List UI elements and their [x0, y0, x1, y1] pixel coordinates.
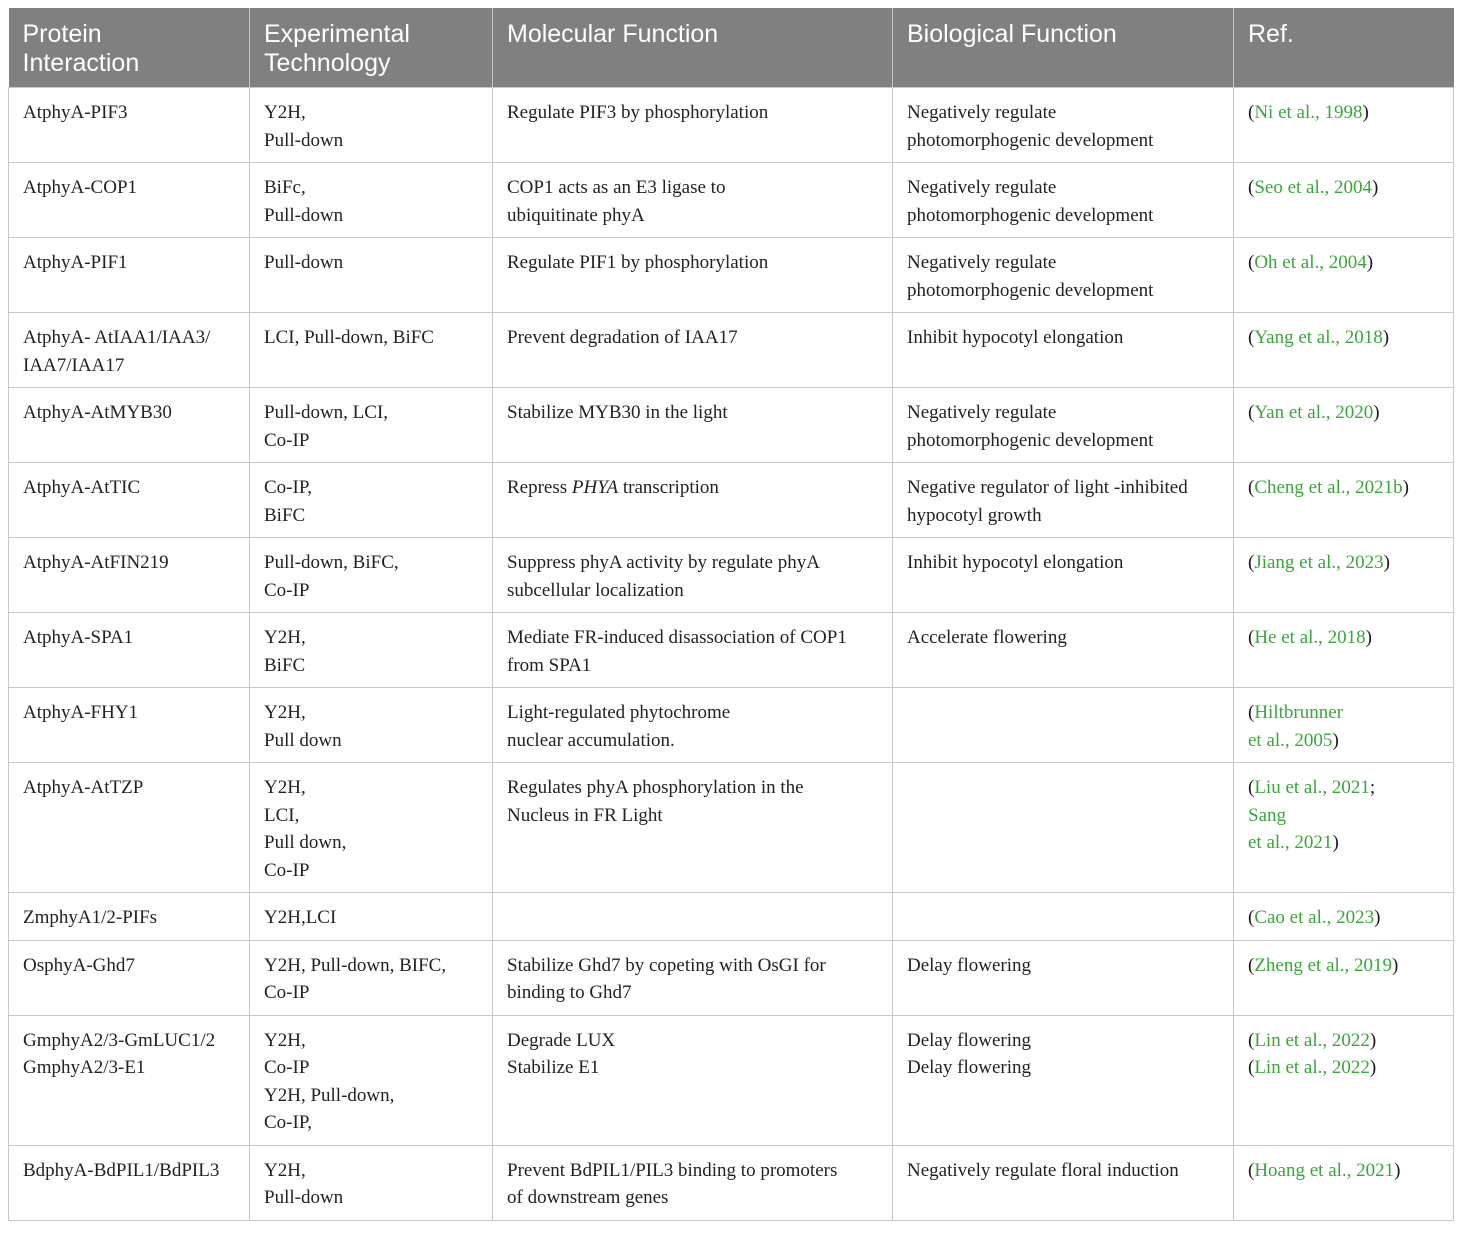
biological-line: photomorphogenic development: [907, 279, 1154, 301]
ref-line: [1248, 474, 1439, 502]
header-line: Technology: [264, 49, 391, 77]
table-row: [9, 1145, 1454, 1220]
ref-punct: (: [1248, 402, 1255, 423]
molecular-line: Suppress phyA activity by regulate phyA: [507, 552, 820, 573]
cell-protein-interaction: [9, 1015, 250, 1145]
cell-ref: [1234, 688, 1454, 763]
header-line: Biological Function: [907, 20, 1117, 48]
ref-punct: (: [1248, 102, 1255, 123]
cell-experimental-technology: [250, 163, 493, 238]
molecular-line: nuclear accumulation.: [507, 729, 675, 751]
header-ref: [1234, 8, 1454, 88]
ref-link[interactable]: Jiang et al., 2023: [1254, 552, 1384, 573]
technology-line: Y2H,: [264, 102, 306, 123]
technology-line: Co-IP: [264, 1057, 310, 1078]
cell-experimental-technology: [250, 613, 493, 688]
technology-line: LCI, Pull-down, BiFC: [264, 327, 434, 348]
cell-ref: [1234, 463, 1454, 538]
ref-punct: ): [1332, 729, 1339, 751]
table-row: [9, 940, 1454, 1015]
molecular-line: from SPA1: [507, 654, 592, 676]
ref-link[interactable]: Lin et al., 2022: [1254, 1029, 1370, 1051]
ref-punct: (: [1248, 777, 1255, 798]
molecular-line: Regulate PIF3 by phosphorylation: [507, 102, 769, 123]
interaction-line: AtphyA-SPA1: [23, 627, 134, 648]
ref-punct: ): [1382, 327, 1390, 348]
cell-experimental-technology: [250, 1145, 493, 1220]
ref-punct: (: [1248, 627, 1255, 648]
biological-line: Inhibit hypocotyl elongation: [907, 552, 1124, 573]
molecular-line: binding to Ghd7: [507, 982, 632, 1003]
technology-line: Co-IP: [264, 429, 310, 451]
ref-punct: ): [1369, 1029, 1377, 1051]
ref-line: [1248, 699, 1439, 727]
cell-ref: [1234, 763, 1454, 893]
cell-protein-interaction: [9, 688, 250, 763]
ref-punct: ): [1402, 477, 1409, 498]
ref-line: [1248, 952, 1439, 980]
molecular-text: Repress: [507, 477, 572, 498]
ref-line: [1248, 802, 1439, 830]
cell-biological-function: [893, 313, 1234, 388]
cell-biological-function: [893, 1145, 1234, 1220]
ref-punct: ): [1369, 1057, 1377, 1078]
cell-molecular-function: [493, 463, 893, 538]
cell-protein-interaction: [9, 538, 250, 613]
ref-punct: (: [1248, 327, 1255, 348]
technology-line: Co-IP: [264, 859, 310, 881]
cell-molecular-function: [493, 1145, 893, 1220]
table-row: [9, 538, 1454, 613]
ref-link[interactable]: He et al., 2018: [1254, 627, 1366, 648]
molecular-line: subcellular localization: [507, 579, 684, 601]
molecular-line: of downstream genes: [507, 1187, 669, 1208]
cell-experimental-technology: [250, 763, 493, 893]
cell-molecular-function: [493, 613, 893, 688]
interaction-line: AtphyA-AtTZP: [23, 777, 144, 798]
biological-line: Accelerate flowering: [907, 627, 1067, 648]
technology-line: BiFc,: [264, 177, 306, 198]
table-container: [8, 8, 1453, 1221]
ref-punct: ;: [1369, 777, 1376, 798]
ref-punct: ): [1365, 627, 1372, 648]
biological-line: photomorphogenic development: [907, 129, 1154, 151]
technology-line: Pull-down: [264, 129, 344, 151]
technology-line: Y2H, Pull-down,: [264, 1084, 395, 1106]
cell-protein-interaction: [9, 388, 250, 463]
ref-punct: (: [1248, 177, 1255, 198]
ref-punct: (: [1248, 252, 1255, 273]
cell-biological-function: [893, 1015, 1234, 1145]
cell-molecular-function: [493, 388, 893, 463]
header-molecular-function: [493, 8, 893, 88]
molecular-line: Light-regulated phytochrome: [507, 702, 731, 723]
cell-ref: [1234, 238, 1454, 313]
molecular-line: COP1 acts as an E3 ligase to: [507, 177, 726, 198]
technology-line: Y2H,LCI: [264, 907, 337, 928]
interaction-line: IAA7/IAA17: [23, 354, 125, 376]
biological-line: photomorphogenic development: [907, 429, 1154, 451]
biological-line: Delay flowering: [907, 954, 1031, 976]
biological-line: hypocotyl growth: [907, 504, 1042, 526]
interaction-line: GmphyA2/3-E1: [23, 1057, 146, 1078]
interaction-line: AtphyA-AtFIN219: [23, 552, 169, 573]
cell-ref: [1234, 1015, 1454, 1145]
ref-line: [1248, 829, 1439, 857]
cell-protein-interaction: [9, 940, 250, 1015]
header-row: [9, 8, 1454, 88]
cell-molecular-function: [493, 88, 893, 163]
table-body: [9, 88, 1454, 1221]
cell-biological-function: [893, 763, 1234, 893]
ref-link[interactable]: Hoang et al., 2021: [1254, 1159, 1395, 1181]
molecular-line: Prevent degradation of IAA17: [507, 327, 738, 348]
molecular-line: Nucleus in FR Light: [507, 804, 663, 826]
header-line: Interaction: [22, 49, 140, 77]
cell-ref: [1234, 613, 1454, 688]
interaction-line: AtphyA-AtTIC: [23, 477, 141, 498]
biological-line: Delay flowering: [907, 1029, 1031, 1051]
biological-line: Negatively regulate: [907, 102, 1057, 123]
ref-line: [1248, 399, 1439, 427]
header-line: Experimental: [264, 20, 410, 48]
cell-ref: [1234, 163, 1454, 238]
technology-line: LCI,: [264, 804, 300, 826]
header-biological-function: [893, 8, 1234, 88]
ref-punct: (: [1248, 552, 1255, 573]
protein-interaction-table: [8, 8, 1454, 1221]
ref-link[interactable]: et al., 2021: [1248, 832, 1333, 853]
molecular-line: Stabilize MYB30 in the light: [507, 402, 728, 423]
technology-line: Pull-down: [264, 1187, 344, 1208]
interaction-line: AtphyA-AtMYB30: [23, 402, 172, 423]
ref-line: [1248, 324, 1439, 352]
biological-line: Negatively regulate: [907, 402, 1057, 423]
biological-line: Negative regulator of light -inhibited: [907, 477, 1188, 498]
cell-biological-function: [893, 940, 1234, 1015]
cell-ref: [1234, 388, 1454, 463]
ref-link[interactable]: Ni et al., 1998: [1254, 102, 1363, 123]
technology-line: Y2H,: [264, 1029, 306, 1051]
ref-line: [1248, 904, 1439, 932]
cell-biological-function: [893, 163, 1234, 238]
cell-protein-interaction: [9, 88, 250, 163]
technology-line: Pull-down: [264, 252, 344, 273]
ref-punct: (: [1248, 1029, 1255, 1051]
technology-line: Y2H, Pull-down, BIFC,: [264, 954, 447, 976]
cell-molecular-function: [493, 313, 893, 388]
technology-line: Pull-down: [264, 204, 344, 226]
cell-biological-function: [893, 893, 1234, 941]
ref-punct: ): [1372, 177, 1379, 198]
ref-punct: (: [1248, 954, 1255, 976]
ref-line: [1248, 1027, 1439, 1055]
ref-punct: ): [1373, 402, 1380, 423]
cell-experimental-technology: [250, 538, 493, 613]
ref-link[interactable]: Yan et al., 2020: [1254, 402, 1374, 423]
ref-line: [1248, 624, 1439, 652]
ref-link[interactable]: Oh et al., 2004: [1254, 252, 1367, 273]
technology-line: BiFC: [264, 504, 306, 526]
molecular-line: [507, 474, 878, 502]
interaction-line: AtphyA-PIF1: [23, 252, 128, 273]
ref-punct: (: [1248, 702, 1255, 723]
cell-experimental-technology: [250, 940, 493, 1015]
molecular-line: Regulates phyA phosphorylation in the: [507, 777, 804, 798]
cell-biological-function: [893, 463, 1234, 538]
ref-line: [1248, 1054, 1439, 1082]
cell-ref: [1234, 1145, 1454, 1220]
ref-punct: ): [1392, 954, 1399, 976]
ref-punct: (: [1248, 907, 1255, 928]
ref-link[interactable]: Cao et al., 2023: [1254, 907, 1375, 928]
cell-biological-function: [893, 238, 1234, 313]
interaction-line: AtphyA- AtIAA1/IAA3/: [23, 327, 211, 348]
technology-line: Pull-down, LCI,: [264, 402, 389, 423]
ref-line: [1248, 549, 1439, 577]
technology-line: Co-IP,: [264, 1112, 313, 1133]
cell-protein-interaction: [9, 313, 250, 388]
technology-line: BiFC: [264, 654, 306, 676]
cell-molecular-function: [493, 940, 893, 1015]
molecular-line: Mediate FR-induced disassociation of COP1: [507, 627, 847, 648]
cell-protein-interaction: [9, 613, 250, 688]
technology-line: Y2H,: [264, 702, 306, 723]
biological-line: photomorphogenic development: [907, 204, 1154, 226]
cell-molecular-function: [493, 763, 893, 893]
cell-ref: [1234, 313, 1454, 388]
interaction-line: OsphyA-Ghd7: [23, 954, 135, 976]
cell-protein-interaction: [9, 238, 250, 313]
ref-link[interactable]: Seo et al., 2004: [1254, 177, 1373, 198]
cell-experimental-technology: [250, 463, 493, 538]
ref-punct: ): [1394, 1159, 1401, 1181]
table-row: [9, 1015, 1454, 1145]
ref-link[interactable]: Yang et al., 2018: [1254, 327, 1383, 348]
ref-punct: ): [1366, 252, 1374, 273]
cell-experimental-technology: [250, 1015, 493, 1145]
cell-biological-function: [893, 613, 1234, 688]
header-line: Molecular Function: [507, 20, 719, 48]
interaction-line: AtphyA-PIF3: [23, 102, 128, 123]
ref-link[interactable]: Lin et al., 2022: [1254, 1057, 1370, 1078]
ref-link[interactable]: et al., 2005: [1248, 729, 1333, 751]
cell-protein-interaction: [9, 763, 250, 893]
molecular-line: Regulate PIF1 by phosphorylation: [507, 252, 769, 273]
cell-ref: [1234, 88, 1454, 163]
technology-line: Pull down,: [264, 832, 347, 853]
biological-line: Negatively regulate: [907, 177, 1057, 198]
ref-line: [1248, 99, 1439, 127]
technology-line: Y2H,: [264, 777, 306, 798]
header-experimental-technology: [250, 8, 493, 88]
molecular-line: Degrade LUX: [507, 1029, 616, 1051]
ref-line: [1248, 249, 1439, 277]
cell-experimental-technology: [250, 688, 493, 763]
molecular-line: Stabilize E1: [507, 1057, 600, 1078]
cell-molecular-function: [493, 538, 893, 613]
ref-link[interactable]: Liu et al., 2021: [1254, 777, 1370, 798]
table-row: [9, 313, 1454, 388]
interaction-line: AtphyA-FHY1: [23, 702, 139, 723]
cell-experimental-technology: [250, 238, 493, 313]
ref-link[interactable]: Hiltbrunner: [1254, 702, 1343, 723]
molecular-text: transcription: [618, 477, 719, 498]
technology-line: Co-IP: [264, 579, 310, 601]
cell-ref: [1234, 538, 1454, 613]
technology-line: Y2H,: [264, 1159, 306, 1181]
interaction-line: BdphyA-BdPIL1/BdPIL3: [23, 1159, 220, 1181]
cell-biological-function: [893, 88, 1234, 163]
ref-line: [1248, 1157, 1439, 1185]
biological-line: Negatively regulate: [907, 252, 1057, 273]
biological-line: Delay flowering: [907, 1057, 1031, 1078]
table-row: [9, 893, 1454, 941]
ref-link[interactable]: Sang: [1248, 804, 1286, 826]
cell-protein-interaction: [9, 1145, 250, 1220]
ref-punct: ): [1383, 552, 1390, 573]
ref-line: [1248, 727, 1439, 755]
cell-protein-interaction: [9, 463, 250, 538]
cell-molecular-function: [493, 893, 893, 941]
header-line: Ref.: [1248, 20, 1294, 48]
cell-biological-function: [893, 538, 1234, 613]
cell-ref: [1234, 893, 1454, 941]
cell-biological-function: [893, 388, 1234, 463]
cell-biological-function: [893, 688, 1234, 763]
ref-line: [1248, 174, 1439, 202]
ref-line: [1248, 774, 1439, 802]
biological-line: Inhibit hypocotyl elongation: [907, 327, 1124, 348]
cell-experimental-technology: [250, 313, 493, 388]
ref-punct: (: [1248, 1057, 1255, 1078]
ref-punct: (: [1248, 1159, 1255, 1181]
table-row: [9, 463, 1454, 538]
cell-protein-interaction: [9, 163, 250, 238]
ref-punct: ): [1362, 102, 1369, 123]
biological-line: Negatively regulate floral induction: [907, 1159, 1179, 1181]
cell-experimental-technology: [250, 893, 493, 941]
interaction-line: AtphyA-COP1: [23, 177, 138, 198]
header-line: Protein: [22, 20, 102, 48]
cell-molecular-function: [493, 688, 893, 763]
header-protein-interaction: [9, 8, 250, 88]
interaction-line: GmphyA2/3-GmLUC1/2: [23, 1029, 216, 1051]
table-row: [9, 388, 1454, 463]
cell-molecular-function: [493, 163, 893, 238]
technology-line: Co-IP,: [264, 477, 313, 498]
table-row: [9, 238, 1454, 313]
ref-punct: ): [1332, 832, 1339, 853]
cell-experimental-technology: [250, 388, 493, 463]
ref-punct: (: [1248, 477, 1255, 498]
technology-line: Pull-down, BiFC,: [264, 552, 399, 573]
table-row: [9, 613, 1454, 688]
ref-link[interactable]: Cheng et al., 2021b: [1254, 477, 1403, 498]
interaction-line: ZmphyA1/2-PIFs: [23, 907, 158, 928]
molecular-line: Stabilize Ghd7 by copeting with OsGI for: [507, 954, 826, 976]
cell-molecular-function: [493, 1015, 893, 1145]
gene-name-italic: PHYA: [571, 477, 619, 498]
technology-line: Pull down: [264, 729, 342, 751]
cell-protein-interaction: [9, 893, 250, 941]
ref-punct: ): [1374, 907, 1381, 928]
molecular-line: Prevent BdPIL1/PIL3 binding to promoters: [507, 1159, 838, 1181]
technology-line: Co-IP: [264, 982, 310, 1003]
cell-experimental-technology: [250, 88, 493, 163]
cell-molecular-function: [493, 238, 893, 313]
technology-line: Y2H,: [264, 627, 306, 648]
ref-link[interactable]: Zheng et al., 2019: [1254, 954, 1393, 976]
table-row: [9, 163, 1454, 238]
table-row: [9, 763, 1454, 893]
table-row: [9, 88, 1454, 163]
molecular-line: ubiquitinate phyA: [507, 204, 645, 226]
cell-ref: [1234, 940, 1454, 1015]
table-row: [9, 688, 1454, 763]
table-header: [9, 8, 1454, 88]
